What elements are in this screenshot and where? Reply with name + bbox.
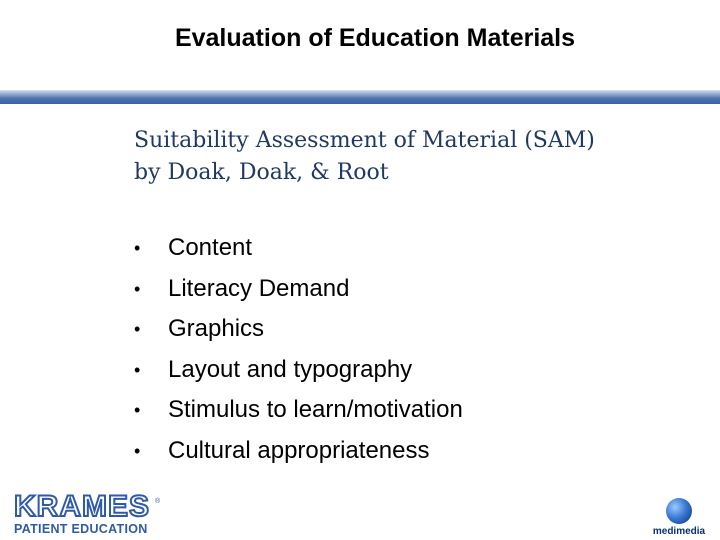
krames-logo (14, 490, 161, 536)
bullet-icon: • (134, 400, 141, 420)
subtitle-line-2: by Doak, Doak, & Root (134, 160, 389, 185)
bullet-item (134, 309, 463, 350)
bullet-text: Cultural appropriateness (168, 436, 430, 464)
bullet-icon: • (134, 319, 141, 339)
krames-tagline: PATIENT EDUCATION (14, 522, 148, 536)
bullet-icon: • (134, 238, 141, 258)
globe-icon (666, 498, 692, 524)
subtitle (134, 125, 694, 189)
bullet-item (134, 350, 463, 391)
subtitle-line-1: Suitability Assessment of Material (SAM) (134, 128, 595, 153)
bullet-icon: • (134, 359, 141, 380)
bullet-item (134, 228, 463, 269)
bullet-item (134, 431, 463, 472)
bullet-text: Graphics (168, 315, 265, 342)
bullet-icon: • (134, 278, 141, 299)
bullet-icon: • (134, 440, 141, 461)
medimedia-logo (652, 498, 706, 537)
title-divider (0, 90, 720, 104)
bullet-text: Content (168, 234, 253, 261)
bullet-text: Literacy Demand (168, 274, 350, 302)
slide-title: Evaluation of Education Materials (174, 24, 576, 52)
krames-wordmark: KRAMES (14, 490, 151, 523)
bullet-item (134, 269, 463, 310)
bullet-text: Layout and typography (168, 355, 413, 383)
bullet-item (134, 390, 463, 431)
bullet-text: Stimulus to learn/motivation (168, 396, 463, 423)
registered-mark-icon: ® (155, 498, 161, 505)
bullet-list (134, 228, 463, 471)
medimedia-wordmark: medimedia (652, 526, 706, 537)
